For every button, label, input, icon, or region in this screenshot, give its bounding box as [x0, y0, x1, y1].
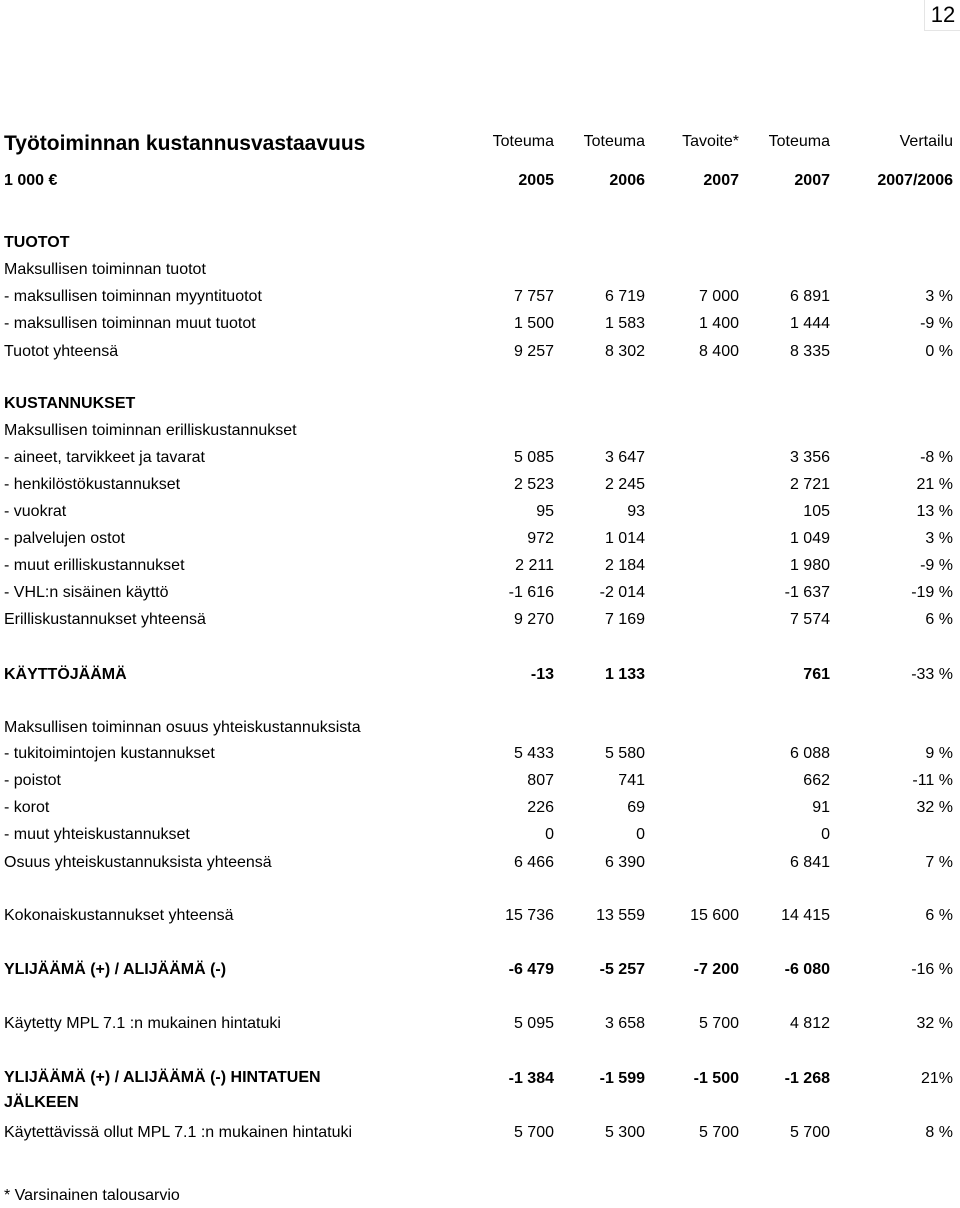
table-row: [0, 740, 960, 767]
table-cell: 0 %: [925, 343, 953, 360]
table-cell: 5 700: [698, 1124, 739, 1141]
table-cell: -6 080: [784, 961, 830, 978]
table-cell: 972: [527, 530, 554, 547]
row-label: - maksullisen toiminnan myyntituotot: [4, 288, 262, 305]
table-cell: -19 %: [911, 584, 953, 601]
table-row-section-tuotot: [0, 229, 960, 256]
column-year: 2007: [794, 172, 830, 189]
table-cell: 6 390: [604, 854, 645, 871]
table-cell: 3 647: [604, 449, 645, 466]
table-cell: 8 335: [789, 343, 830, 360]
table-cell: 2 721: [789, 476, 830, 493]
row-label: - henkilöstökustannukset: [4, 476, 181, 493]
table-row: [0, 794, 960, 821]
column-header: Vertailu: [899, 133, 953, 150]
table-row-total: [0, 902, 960, 929]
row-label: Käytettävissä ollut MPL 7.1 :n mukainen hintatuki: [4, 1124, 353, 1141]
table-cell: -13: [530, 666, 554, 683]
table-cell: -16 %: [911, 961, 953, 978]
table-cell: -2 014: [599, 584, 645, 601]
table-cell: 7 757: [513, 288, 554, 305]
table-cell: 0: [821, 826, 830, 843]
table-cell: 9 270: [513, 611, 554, 628]
table-cell: 21 %: [916, 476, 953, 493]
table-row: [0, 1010, 960, 1037]
row-label: YLIJÄÄMÄ (+) / ALIJÄÄMÄ (-): [4, 961, 227, 978]
table-row-result-after-subsidy: [0, 1065, 960, 1092]
table-cell: 95: [536, 503, 554, 520]
table-year-row: [0, 167, 960, 194]
table-row-section-kustannukset: [0, 390, 960, 417]
table-cell: 6 841: [789, 854, 830, 871]
table-cell: 6 466: [513, 854, 554, 871]
table-cell: -1 637: [784, 584, 830, 601]
row-label: KUSTANNUKSET: [4, 395, 136, 412]
table-cell: 3 %: [925, 530, 953, 547]
table-row-subheading: [0, 256, 960, 283]
table-cell: 5 700: [513, 1124, 554, 1141]
table-cell: -6 479: [508, 961, 554, 978]
table-row-subheading: [0, 417, 960, 444]
table-cell: -1 616: [508, 584, 554, 601]
row-label: - muut erilliskustannukset: [4, 557, 185, 574]
table-cell: 15 736: [505, 907, 554, 924]
table-cell: 1 444: [789, 315, 830, 332]
row-label: Tuotot yhteensä: [4, 343, 119, 360]
row-label: - maksullisen toiminnan muut tuotot: [4, 315, 256, 332]
table-cell: 8 400: [698, 343, 739, 360]
table-cell: 1 500: [513, 315, 554, 332]
row-label: - vuokrat: [4, 503, 67, 520]
column-header: Toteuma: [768, 133, 830, 150]
table-cell: 9 %: [925, 745, 953, 762]
table-cell: 0: [545, 826, 554, 843]
table-cell: 7 574: [789, 611, 830, 628]
table-cell: -11 %: [912, 772, 953, 789]
row-label: Maksullisen toiminnan tuotot: [4, 261, 206, 278]
table-cell: 14 415: [781, 907, 830, 924]
table-cell: 3 %: [925, 288, 953, 305]
table-cell: -9 %: [920, 557, 953, 574]
table-row: [0, 579, 960, 606]
table-row: [0, 471, 960, 498]
row-label: - palvelujen ostot: [4, 530, 125, 547]
table-row-subheading: [0, 714, 960, 741]
table-cell: -1 268: [784, 1070, 830, 1087]
table-cell: -8 %: [920, 449, 953, 466]
table-cell: 4 812: [789, 1015, 830, 1032]
table-row-kayttojaama: [0, 661, 960, 688]
table-cell: -1 384: [508, 1070, 554, 1087]
row-label: Osuus yhteiskustannuksista yhteensä: [4, 854, 272, 871]
row-label: - poistot: [4, 772, 61, 789]
column-header: Toteuma: [583, 133, 645, 150]
table-row-total: [0, 606, 960, 633]
row-label: KÄYTTÖJÄÄMÄ: [4, 666, 127, 683]
table-row-total: [0, 338, 960, 365]
table-cell: 3 658: [604, 1015, 645, 1032]
table-cell: 21%: [920, 1070, 953, 1087]
table-cell: 5 095: [513, 1015, 554, 1032]
column-year: 2007: [703, 172, 739, 189]
row-label: Käytetty MPL 7.1 :n mukainen hintatuki: [4, 1015, 281, 1032]
table-cell: 32 %: [916, 799, 953, 816]
row-label: Maksullisen toiminnan erilliskustannukset: [4, 422, 297, 439]
table-cell: 2 523: [513, 476, 554, 493]
row-label-wrapped: YLIJÄÄMÄ (+) / ALIJÄÄMÄ (-) HINTATUEN JÄLKEEN: [4, 1069, 321, 1111]
row-label: - muut yhteiskustannukset: [4, 826, 190, 843]
row-label: - korot: [4, 799, 50, 816]
table-cell: 5 300: [604, 1124, 645, 1141]
table-cell: 6 %: [925, 611, 953, 628]
table-cell: 15 600: [690, 907, 739, 924]
table-row: [0, 283, 960, 310]
table-cell: -1 599: [599, 1070, 645, 1087]
table-header-row: [0, 128, 960, 158]
row-label: TUOTOT: [4, 234, 70, 251]
table-cell: 0: [636, 826, 645, 843]
row-label: Maksullisen toiminnan osuus yhteiskustannuksista: [4, 719, 361, 736]
table-row: [0, 821, 960, 848]
table-cell: 3 356: [789, 449, 830, 466]
table-cell: 5 700: [698, 1015, 739, 1032]
table-cell: 2 211: [515, 557, 554, 574]
table-cell: 1 980: [789, 557, 830, 574]
table-row: [0, 1119, 960, 1146]
table-cell: 8 %: [925, 1124, 953, 1141]
table-cell: 1 583: [604, 315, 645, 332]
table-cell: -33 %: [911, 666, 953, 683]
table-cell: -9 %: [920, 315, 953, 332]
footnote: * Varsinainen talousarvio: [4, 1187, 180, 1204]
table-cell: 7 000: [698, 288, 739, 305]
row-label: Kokonaiskustannukset yhteensä: [4, 907, 234, 924]
table-row-result: [0, 956, 960, 983]
table-row: [0, 498, 960, 525]
table-cell: 2 245: [604, 476, 645, 493]
table-cell: 1 049: [789, 530, 830, 547]
table-cell: 105: [803, 503, 830, 520]
table-cell: 13 %: [916, 503, 953, 520]
table-cell: 9 257: [513, 343, 554, 360]
table-row: [0, 552, 960, 579]
unit-label: 1 000 €: [4, 172, 58, 189]
table-row: [0, 525, 960, 552]
table-row: [0, 767, 960, 794]
table-row-total: [0, 849, 960, 876]
table-cell: 91: [812, 799, 830, 816]
column-year: 2006: [609, 172, 645, 189]
table-cell: 5 085: [513, 449, 554, 466]
table-cell: 6 719: [604, 288, 645, 305]
table-cell: -1 500: [693, 1070, 739, 1087]
table-cell: 6 088: [789, 745, 830, 762]
row-label: - VHL:n sisäinen käyttö: [4, 584, 169, 601]
table-row: [0, 310, 960, 337]
table-cell: 6 %: [925, 907, 953, 924]
table-row: [0, 444, 960, 471]
column-header: Tavoite*: [682, 133, 739, 150]
row-label: - tukitoimintojen kustannukset: [4, 745, 215, 762]
table-cell: 5 580: [604, 745, 645, 762]
column-header: Toteuma: [492, 133, 554, 150]
table-cell: 32 %: [916, 1015, 953, 1032]
table-cell: 2 184: [604, 557, 645, 574]
table-cell: 741: [618, 772, 645, 789]
column-year: 2007/2006: [877, 172, 953, 189]
table-cell: 761: [803, 666, 830, 683]
table-title: Työtoiminnan kustannusvastaavuus: [4, 132, 366, 155]
table-cell: -7 200: [693, 961, 739, 978]
table-cell: 6 891: [789, 288, 830, 305]
table-cell: 1 133: [604, 666, 645, 683]
table-cell: 7 169: [604, 611, 645, 628]
table-cell: 1 400: [698, 315, 739, 332]
page-number: 12: [924, 0, 960, 31]
table-cell: 93: [627, 503, 645, 520]
table-cell: 8 302: [604, 343, 645, 360]
table-cell: 662: [803, 772, 830, 789]
table-cell: 69: [627, 799, 645, 816]
table-cell: 1 014: [604, 530, 645, 547]
row-label: - aineet, tarvikkeet ja tavarat: [4, 449, 205, 466]
table-cell: -5 257: [599, 961, 645, 978]
column-year: 2005: [518, 172, 554, 189]
row-label: Erilliskustannukset yhteensä: [4, 611, 206, 628]
table-cell: 226: [527, 799, 554, 816]
table-cell: 5 700: [789, 1124, 830, 1141]
table-cell: 7 %: [925, 854, 953, 871]
table-cell: 5 433: [513, 745, 554, 762]
table-cell: 13 559: [596, 907, 645, 924]
table-cell: 807: [527, 772, 554, 789]
